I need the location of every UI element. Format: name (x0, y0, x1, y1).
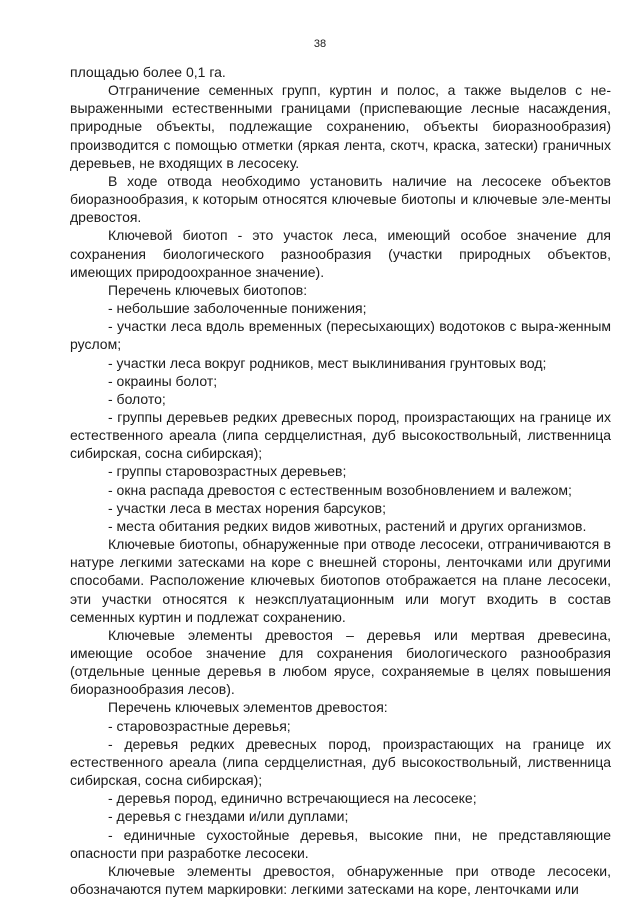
list-item: - деревья редких древесных пород, произрастающих на границе их естественного ареала (липа сердцелистная, дуб высокоствольный, лиственница сибирская, сосна сибирская); (70, 735, 611, 789)
paragraph: Ключевые элементы древостоя – деревья или мертвая древесина, имеющие особое значение для сохранения биологического разнообразия (отдельные ценные деревья в любом ярусе, сохраняемые в целях повышения биоразнообразия лесов). (70, 626, 611, 698)
list-item: - места обитания редких видов животных, растений и других организмов. (108, 517, 587, 534)
paragraph: площадью более 0,1 га. (70, 64, 226, 80)
list-item: - единичные сухостойные деревья, высокие пни, не представляющие опасности при разработке лесосеки. (70, 826, 611, 861)
list-item: - группы старовозрастных деревьев; (108, 463, 347, 480)
paragraph: Ключевой биотоп - это участок леса, имеющий особое значение для сохранения биологического разнообразия (участки природных объектов, имеющих природоохранное значение). (70, 227, 611, 280)
list-item: - участки леса вдоль временных (пересыхающих) водотоков с выра-женным руслом; (70, 318, 611, 353)
list-item: - участки леса в местах норения барсуков; (108, 499, 386, 516)
paragraph: Ключевые биотопы, обнаруженные при отводе лесосеки, отграничиваются в натуре легкими затесками на коре с внешней стороны, ленточками или другими способами. Расположение ключевых биотопов отображается на плане лесосеки, эти участки относятся к неэксплуатационным или могут входить в состав семенных куртин и подлежат сохранению. (70, 536, 611, 625)
paragraph: Перечень ключевых биотопов: (108, 281, 308, 298)
document-body (70, 63, 611, 898)
paragraph: В ходе отвода необходимо установить наличие на лесосеке объектов биоразнообразия, к которым относятся ключевые биотопы и ключевые эле-менты древостоя. (70, 172, 611, 226)
list-item: - участки леса вокруг родников, мест выклинивания грунтовых вод; (108, 354, 547, 371)
list-item: - деревья пород, единично встречающиеся на лесосеке; (108, 790, 477, 807)
list-item: - окна распада древостоя с естественным возобновлением и валежом; (108, 481, 572, 498)
list-item: - болото; (108, 390, 166, 407)
paragraph: Отграничение семенных групп, куртин и полос, а также выделов с не-выраженными естественными границами (приспевающие лесные насаждения, природные объекты, подлежащие сохранению, объекты биоразнообразия) производится с помощью отметки (яркая лента, скотч, краска, затески) граничных деревьев, не входящих в лесосеку. (70, 82, 611, 171)
paragraph: Ключевые элементы древостоя, обнаруженные при отводе лесосеки, обозначаются путем маркировки: легкими затесками на коре, ленточками или (70, 862, 611, 898)
list-item: - группы деревьев редких древесных пород, произрастающих на границе их естественного ареала (липа сердцелистная, дуб высокоствольный, лиственница сибирская, сосна сибирская); (70, 408, 611, 462)
list-item: - старовозрастные деревья; (108, 717, 291, 734)
list-item: - деревья с гнездами и/или дуплами; (108, 808, 349, 825)
list-item: - небольшие заболоченные понижения; (108, 300, 367, 317)
paragraph: Перечень ключевых элементов древостоя: (108, 699, 388, 716)
list-item: - окраины болот; (108, 372, 218, 389)
page-number: 38 (313, 38, 327, 50)
